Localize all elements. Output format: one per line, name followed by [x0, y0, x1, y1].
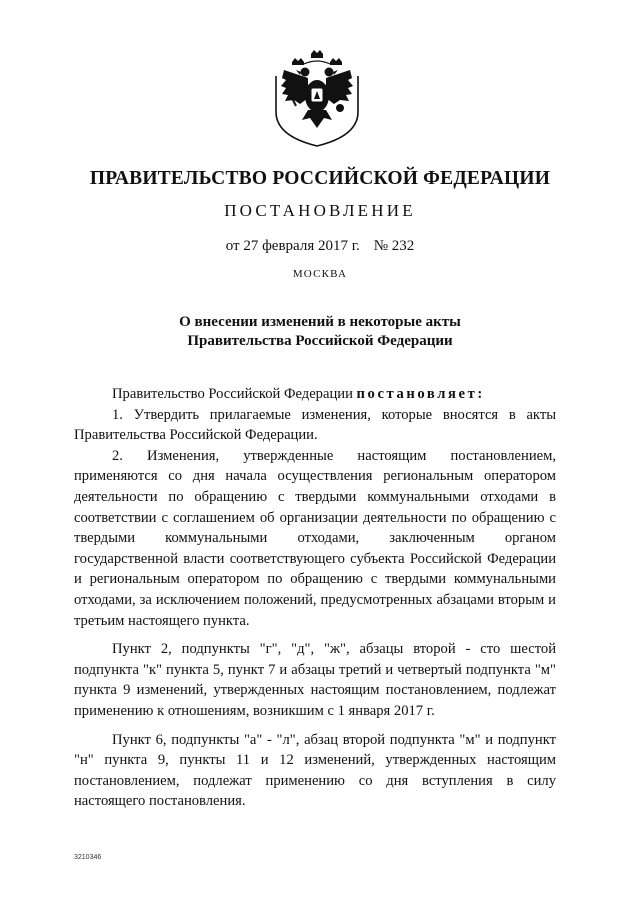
document-city: МОСКВА — [292, 268, 348, 280]
intro-decree-word: постановляет: — [356, 386, 485, 402]
paragraph-3: Пункт 2, подпункты "г", "д", "ж", абзацы второй - сто шестой подпункта "к" пункта 5, пункт 7 и абзацы третий и четвертый подпункта "м" пункта 9 изменений, утвержденных настоящим постановлением, подлежат применению к отношениям, возникшим с 1 января 2017 г. — [74, 641, 556, 719]
document-type: ПОСТАНОВЛЕНИЕ — [224, 201, 416, 220]
document-date: от 27 февраля 2017 г. — [225, 238, 360, 254]
date-number-line — [0, 238, 640, 255]
footer-document-code: 3210346 — [74, 854, 102, 861]
russian-coat-of-arms-icon — [270, 48, 364, 148]
intro-paragraph — [74, 384, 556, 405]
subject-line-1: О внесении изменений в некоторые акты — [179, 314, 461, 330]
paragraph-4: Пункт 6, подпункты "а" - "л", абзац второй подпункта "м" и подпункт "н" пункта 9, пункты 11 и 12 изменений, утвержденных настоящим постановлением, подлежат применению со дня вступления в силу настоящего постановления. — [74, 731, 556, 810]
paragraph-1: 1. Утвердить прилагаемые изменения, которые вносятся в акты Правительства Российской Федерации. — [74, 406, 556, 444]
document-subject — [0, 313, 640, 351]
intro-text: Правительство Российской Федерации — [112, 386, 357, 402]
subject-line-2: Правительства Российской Федерации — [187, 333, 453, 349]
document-body — [74, 384, 556, 820]
paragraph-2: 2. Изменения, утвержденные настоящим постановлением, применяются со дня начала осуществления региональным оператором деятельности по обращению с твердыми коммунальными отходами в соответствии с соглашением об организации деятельности по обращению с твердыми коммунальными отходами, заключенным органом государственной власти соответствующего субъекта Российской Федерации и региональным оператором по обращению с твердыми коммунальными отходами, за исключением положений, предусмотренных абзацами вторым и третьим настоящего пункта. — [74, 447, 556, 629]
document-number: № 232 — [373, 238, 415, 254]
government-name: ПРАВИТЕЛЬСТВО РОССИЙСКОЙ ФЕДЕРАЦИИ — [89, 168, 551, 189]
